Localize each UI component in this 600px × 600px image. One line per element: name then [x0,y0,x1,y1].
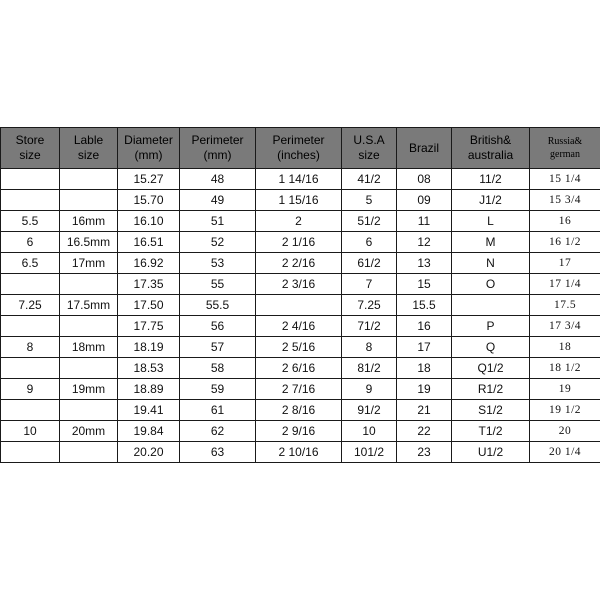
header-store-size: Store size [1,128,60,169]
cell-russia-german: 18 [530,337,600,358]
cell-usa-size: 91/2 [342,400,397,421]
cell-usa-size: 10 [342,421,397,442]
cell-perimeter-inches: 2 6/16 [256,358,342,379]
cell-russia-german: 19 1/2 [530,400,600,421]
cell-russia-german: 16 1/2 [530,232,600,253]
cell-store-size: 9 [1,379,60,400]
cell-store-size [1,169,60,190]
cell-perimeter-inches: 2 8/16 [256,400,342,421]
cell-russia-german: 16 [530,211,600,232]
cell-usa-size: 101/2 [342,442,397,463]
cell-lable-size: 20mm [60,421,118,442]
cell-perimeter-mm: 56 [180,316,256,337]
header-perimeter-mm: Perimeter (mm) [180,128,256,169]
cell-usa-size: 71/2 [342,316,397,337]
cell-brazil: 09 [397,190,452,211]
cell-store-size: 7.25 [1,295,60,316]
cell-diameter: 16.92 [118,253,180,274]
cell-russia-german: 15 1/4 [530,169,600,190]
cell-diameter: 19.41 [118,400,180,421]
cell-lable-size [60,274,118,295]
cell-british-australia: 11/2 [452,169,530,190]
cell-russia-german: 15 3/4 [530,190,600,211]
table-row [1,232,600,253]
cell-russia-german: 18 1/2 [530,358,600,379]
cell-lable-size [60,316,118,337]
cell-store-size [1,358,60,379]
cell-perimeter-inches: 2 7/16 [256,379,342,400]
cell-store-size [1,400,60,421]
cell-brazil: 12 [397,232,452,253]
table-body [1,169,600,463]
cell-diameter: 15.70 [118,190,180,211]
table-row [1,400,600,421]
cell-diameter: 15.27 [118,169,180,190]
cell-usa-size: 5 [342,190,397,211]
cell-british-australia: R1/2 [452,379,530,400]
cell-lable-size: 16.5mm [60,232,118,253]
cell-perimeter-mm: 59 [180,379,256,400]
cell-perimeter-mm: 51 [180,211,256,232]
header-perimeter-inches: Perimeter (inches) [256,128,342,169]
cell-lable-size: 18mm [60,337,118,358]
cell-store-size: 6 [1,232,60,253]
header-brazil: Brazil [397,128,452,169]
cell-brazil: 19 [397,379,452,400]
cell-perimeter-mm: 62 [180,421,256,442]
cell-russia-german: 20 [530,421,600,442]
table-row [1,211,600,232]
cell-russia-german: 17 [530,253,600,274]
cell-british-australia: O [452,274,530,295]
cell-perimeter-inches: 2 10/16 [256,442,342,463]
cell-brazil: 17 [397,337,452,358]
cell-british-australia: N [452,253,530,274]
cell-perimeter-mm: 58 [180,358,256,379]
cell-british-australia: T1/2 [452,421,530,442]
cell-perimeter-mm: 52 [180,232,256,253]
table-row [1,379,600,400]
cell-perimeter-inches: 1 14/16 [256,169,342,190]
cell-brazil: 15.5 [397,295,452,316]
cell-store-size: 5.5 [1,211,60,232]
cell-diameter: 17.75 [118,316,180,337]
cell-perimeter-mm: 48 [180,169,256,190]
cell-brazil: 16 [397,316,452,337]
cell-perimeter-mm: 55 [180,274,256,295]
cell-brazil: 18 [397,358,452,379]
header-lable-size: Lable size [60,128,118,169]
cell-perimeter-mm: 53 [180,253,256,274]
cell-perimeter-mm: 61 [180,400,256,421]
header-russia-german: Russia& german [530,128,600,169]
cell-russia-german: 17.5 [530,295,600,316]
ring-size-table [0,127,600,463]
cell-british-australia: M [452,232,530,253]
cell-usa-size: 41/2 [342,169,397,190]
cell-diameter: 18.53 [118,358,180,379]
cell-brazil: 22 [397,421,452,442]
cell-diameter: 20.20 [118,442,180,463]
cell-store-size: 10 [1,421,60,442]
cell-store-size: 8 [1,337,60,358]
cell-british-australia: J1/2 [452,190,530,211]
cell-lable-size: 17.5mm [60,295,118,316]
cell-usa-size: 9 [342,379,397,400]
cell-perimeter-mm: 55.5 [180,295,256,316]
cell-british-australia: L [452,211,530,232]
cell-brazil: 08 [397,169,452,190]
cell-perimeter-inches: 2 1/16 [256,232,342,253]
cell-lable-size [60,442,118,463]
cell-british-australia [452,295,530,316]
cell-british-australia: Q1/2 [452,358,530,379]
table-row [1,169,600,190]
cell-store-size [1,274,60,295]
cell-usa-size: 7 [342,274,397,295]
cell-lable-size [60,400,118,421]
cell-diameter: 18.19 [118,337,180,358]
header-row [1,128,600,169]
cell-perimeter-inches: 2 4/16 [256,316,342,337]
cell-brazil: 15 [397,274,452,295]
cell-brazil: 13 [397,253,452,274]
cell-diameter: 18.89 [118,379,180,400]
cell-perimeter-inches: 2 [256,211,342,232]
cell-lable-size [60,358,118,379]
cell-russia-german: 17 3/4 [530,316,600,337]
cell-diameter: 16.10 [118,211,180,232]
header-diameter: Diameter (mm) [118,128,180,169]
cell-store-size [1,190,60,211]
table-row [1,274,600,295]
table-row [1,295,600,316]
cell-perimeter-inches: 2 2/16 [256,253,342,274]
cell-brazil: 21 [397,400,452,421]
cell-russia-german: 17 1/4 [530,274,600,295]
cell-usa-size: 61/2 [342,253,397,274]
cell-russia-german: 20 1/4 [530,442,600,463]
cell-lable-size: 17mm [60,253,118,274]
cell-usa-size: 7.25 [342,295,397,316]
cell-usa-size: 6 [342,232,397,253]
cell-perimeter-inches [256,295,342,316]
cell-brazil: 11 [397,211,452,232]
cell-perimeter-inches: 2 3/16 [256,274,342,295]
cell-usa-size: 51/2 [342,211,397,232]
cell-perimeter-mm: 63 [180,442,256,463]
cell-british-australia: Q [452,337,530,358]
cell-british-australia: U1/2 [452,442,530,463]
header-usa-size: U.S.A size [342,128,397,169]
cell-diameter: 16.51 [118,232,180,253]
cell-perimeter-inches: 2 9/16 [256,421,342,442]
table-row [1,358,600,379]
table-row [1,253,600,274]
table-row [1,337,600,358]
ring-size-chart [0,127,600,463]
cell-diameter: 19.84 [118,421,180,442]
cell-british-australia: P [452,316,530,337]
table-row [1,316,600,337]
cell-lable-size: 16mm [60,211,118,232]
cell-brazil: 23 [397,442,452,463]
cell-diameter: 17.35 [118,274,180,295]
table-row [1,442,600,463]
cell-perimeter-mm: 49 [180,190,256,211]
cell-lable-size [60,190,118,211]
cell-lable-size: 19mm [60,379,118,400]
header-british-australia: British& australia [452,128,530,169]
cell-perimeter-mm: 57 [180,337,256,358]
cell-lable-size [60,169,118,190]
cell-store-size [1,316,60,337]
cell-store-size: 6.5 [1,253,60,274]
cell-british-australia: S1/2 [452,400,530,421]
cell-perimeter-inches: 2 5/16 [256,337,342,358]
cell-store-size [1,442,60,463]
table-row [1,421,600,442]
cell-perimeter-inches: 1 15/16 [256,190,342,211]
table-row [1,190,600,211]
cell-russia-german: 19 [530,379,600,400]
cell-usa-size: 81/2 [342,358,397,379]
cell-usa-size: 8 [342,337,397,358]
cell-diameter: 17.50 [118,295,180,316]
